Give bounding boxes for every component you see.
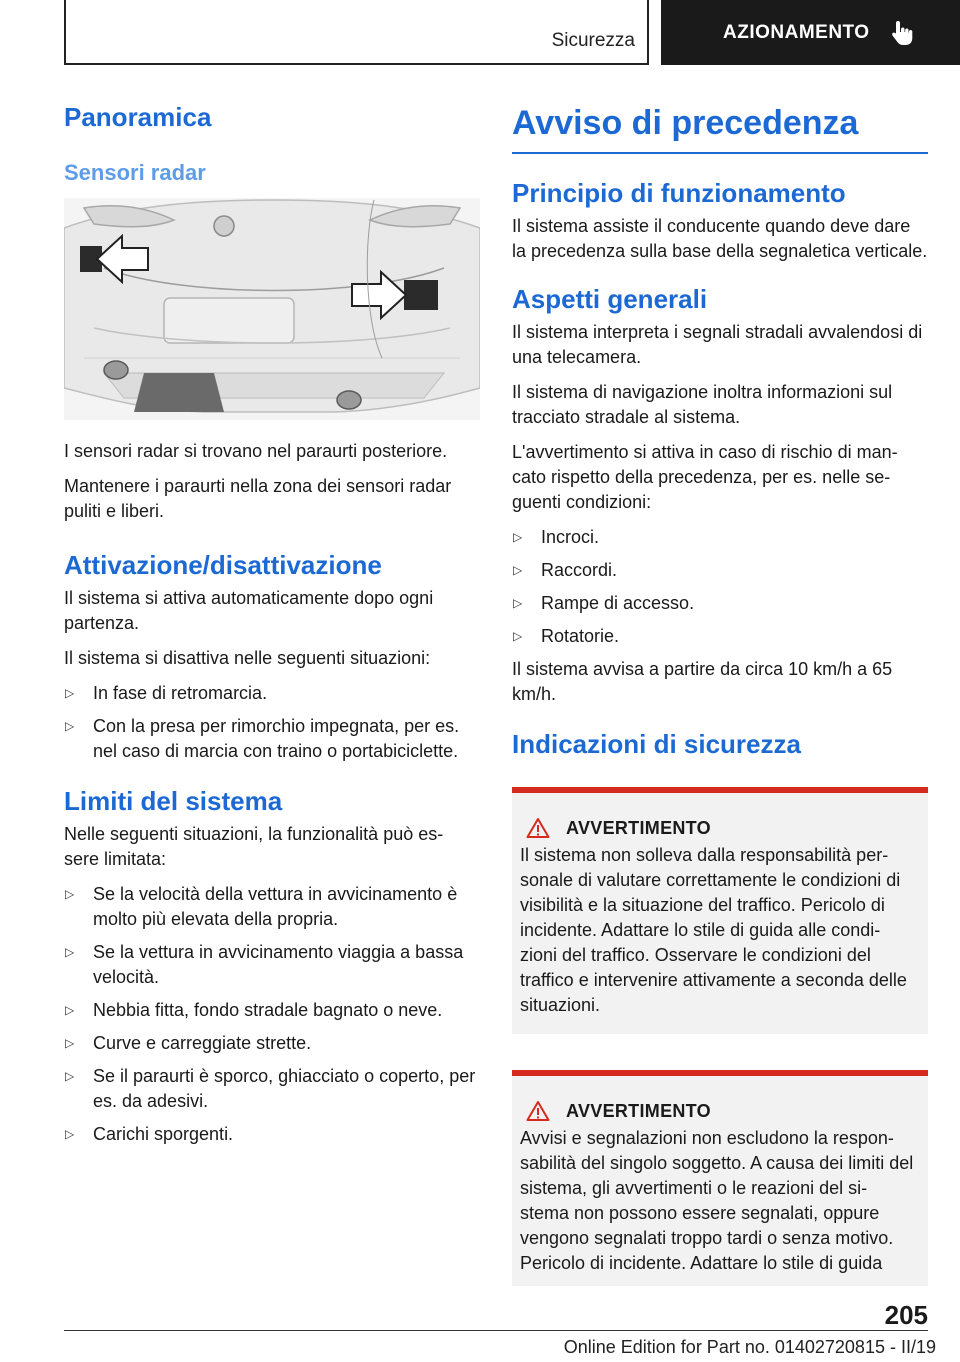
list-item-text: Curve e carreggiate strette. xyxy=(93,1033,312,1053)
bullet-list xyxy=(64,882,480,1147)
warning-title xyxy=(526,817,920,839)
footer-rule xyxy=(64,1330,928,1331)
paragraph: Nelle seguenti situazioni, la funzionalità può es‐ sere limitata: xyxy=(64,824,444,869)
right-column xyxy=(512,100,928,1286)
list-item-text: Se la vettura in avvicinamento viaggia a bassa velocità. xyxy=(93,942,464,987)
list-item xyxy=(512,558,928,583)
list-item xyxy=(64,998,480,1023)
section-heading-attivazione: Attivazione/disattivazione xyxy=(64,550,382,580)
header-chapter-tab xyxy=(661,0,960,65)
warning-box xyxy=(512,1070,928,1286)
warning-triangle-icon xyxy=(526,1100,550,1122)
paragraph: I sensori radar si trovano nel paraurti posteriore. xyxy=(64,441,448,461)
radar-sensors-illustration xyxy=(64,198,480,420)
list-item-text: Carichi sporgenti. xyxy=(93,1124,234,1144)
paragraph: L'avvertimento si attiva in caso di rischio di man‐ cato rispetto della precedenza, per es. nelle se‐ guenti condizioni: xyxy=(512,442,898,512)
list-item xyxy=(64,882,480,932)
list-item xyxy=(512,624,928,649)
section-heading-limiti: Limiti del sistema xyxy=(64,786,283,816)
header-section-label: Sicurezza xyxy=(551,30,635,51)
paragraph: Il sistema si disattiva nelle seguenti situazioni: xyxy=(64,648,431,668)
list-item xyxy=(64,1122,480,1147)
list-item xyxy=(64,1031,480,1056)
header-border-left xyxy=(64,0,66,65)
list-item-text: Rampe di accesso. xyxy=(541,593,695,613)
header-border-right xyxy=(647,0,649,65)
bullet-list xyxy=(512,525,928,649)
list-item xyxy=(64,714,480,764)
triangle-bullet-icon: ▷ xyxy=(513,530,523,544)
warning-label: AVVERTIMENTO xyxy=(566,1100,711,1121)
warning-box xyxy=(512,787,928,1034)
list-item xyxy=(64,1064,480,1114)
warning-text: Il sistema non solleva dalla responsabilità per‐ sonale di valutare correttamente le condizioni di visibilità e la situazione del traffico. Pericolo di incidente. Adattare lo stile di guida alle condi‐ zioni del traffico. Osservare le condizioni del traffico e intervenire attivamente a seconda delle situazioni. xyxy=(520,845,907,1015)
list-item-text: Raccordi. xyxy=(541,560,618,580)
paragraph: Il sistema assiste il conducente quando deve dare la precedenza sulla base della segnaletica verticale. xyxy=(512,216,928,261)
section-heading-principio: Principio di funzionamento xyxy=(512,178,846,208)
list-item-text: Nebbia fitta, fondo stradale bagnato o neve. xyxy=(93,1000,443,1020)
list-item-text: Se il paraurti è sporco, ghiacciato o coperto, per es. da adesivi. xyxy=(93,1066,476,1111)
paragraph: Il sistema si attiva automaticamente dopo ogni partenza. xyxy=(64,588,434,633)
list-item xyxy=(512,591,928,616)
chapter-title-rule xyxy=(512,152,928,154)
list-item xyxy=(64,940,480,990)
triangle-bullet-icon: ▷ xyxy=(513,596,523,610)
paragraph: Il sistema di navigazione inoltra informazioni sul tracciato stradale al sistema. xyxy=(512,382,893,427)
section-heading-panoramica: Panoramica xyxy=(64,102,212,132)
pointing-hand-icon xyxy=(890,19,914,47)
chapter-title: Avviso di precedenza xyxy=(512,104,859,142)
triangle-bullet-icon: ▷ xyxy=(65,887,75,901)
triangle-bullet-icon: ▷ xyxy=(65,945,75,959)
left-column xyxy=(64,100,480,1155)
list-item-text: Incroci. xyxy=(541,527,600,547)
list-item xyxy=(64,681,480,706)
header-rule xyxy=(64,63,649,65)
triangle-bullet-icon: ▷ xyxy=(65,1127,75,1141)
page-number: 205 xyxy=(884,1300,928,1330)
triangle-bullet-icon: ▷ xyxy=(65,1003,75,1017)
list-item xyxy=(512,525,928,550)
section-heading-aspetti: Aspetti generali xyxy=(512,284,708,314)
header-chapter-label: AZIONAMENTO xyxy=(723,21,870,43)
warning-triangle-icon xyxy=(526,817,550,839)
triangle-bullet-icon: ▷ xyxy=(513,563,523,577)
warning-text: Avvisi e segnalazioni non escludono la respon‐ sabilità del singolo soggetto. A causa dei limiti del sistema, gli avvertimenti o le reazioni del si‐ stema non possono essere segnalati, oppure vengono segnalati troppo tardi o senza motivo. Pericolo di incidente. Adattare lo stile di guida xyxy=(520,1128,914,1273)
warning-title xyxy=(526,1100,920,1122)
list-item-text: Se la velocità della vettura in avvicinamento è molto più elevata della propria. xyxy=(93,884,458,929)
triangle-bullet-icon: ▷ xyxy=(513,629,523,643)
bullet-list xyxy=(64,681,480,764)
triangle-bullet-icon: ▷ xyxy=(65,686,75,700)
triangle-bullet-icon: ▷ xyxy=(65,1036,75,1050)
paragraph: Mantenere i paraurti nella zona dei sensori radar puliti e liberi. xyxy=(64,476,452,521)
paragraph: Il sistema interpreta i segnali stradali avvalendosi di una telecamera. xyxy=(512,322,923,367)
footer-edition: Online Edition for Part no. 01402720815 - II/19 xyxy=(563,1337,936,1357)
list-item-text: Con la presa per rimorchio impegnata, per es. nel caso di marcia con traino o portabiciclette. xyxy=(93,716,460,761)
section-heading-indicazioni: Indicazioni di sicurezza xyxy=(512,729,801,759)
list-item-text: In fase di retromarcia. xyxy=(93,683,268,703)
triangle-bullet-icon: ▷ xyxy=(65,1069,75,1083)
subheading-sensori-radar: Sensori radar xyxy=(64,160,206,185)
paragraph: Il sistema avvisa a partire da circa 10 km/h a 65 km/h. xyxy=(512,659,893,704)
list-item-text: Rotatorie. xyxy=(541,626,620,646)
triangle-bullet-icon: ▷ xyxy=(65,719,75,733)
warning-label: AVVERTIMENTO xyxy=(566,817,711,838)
